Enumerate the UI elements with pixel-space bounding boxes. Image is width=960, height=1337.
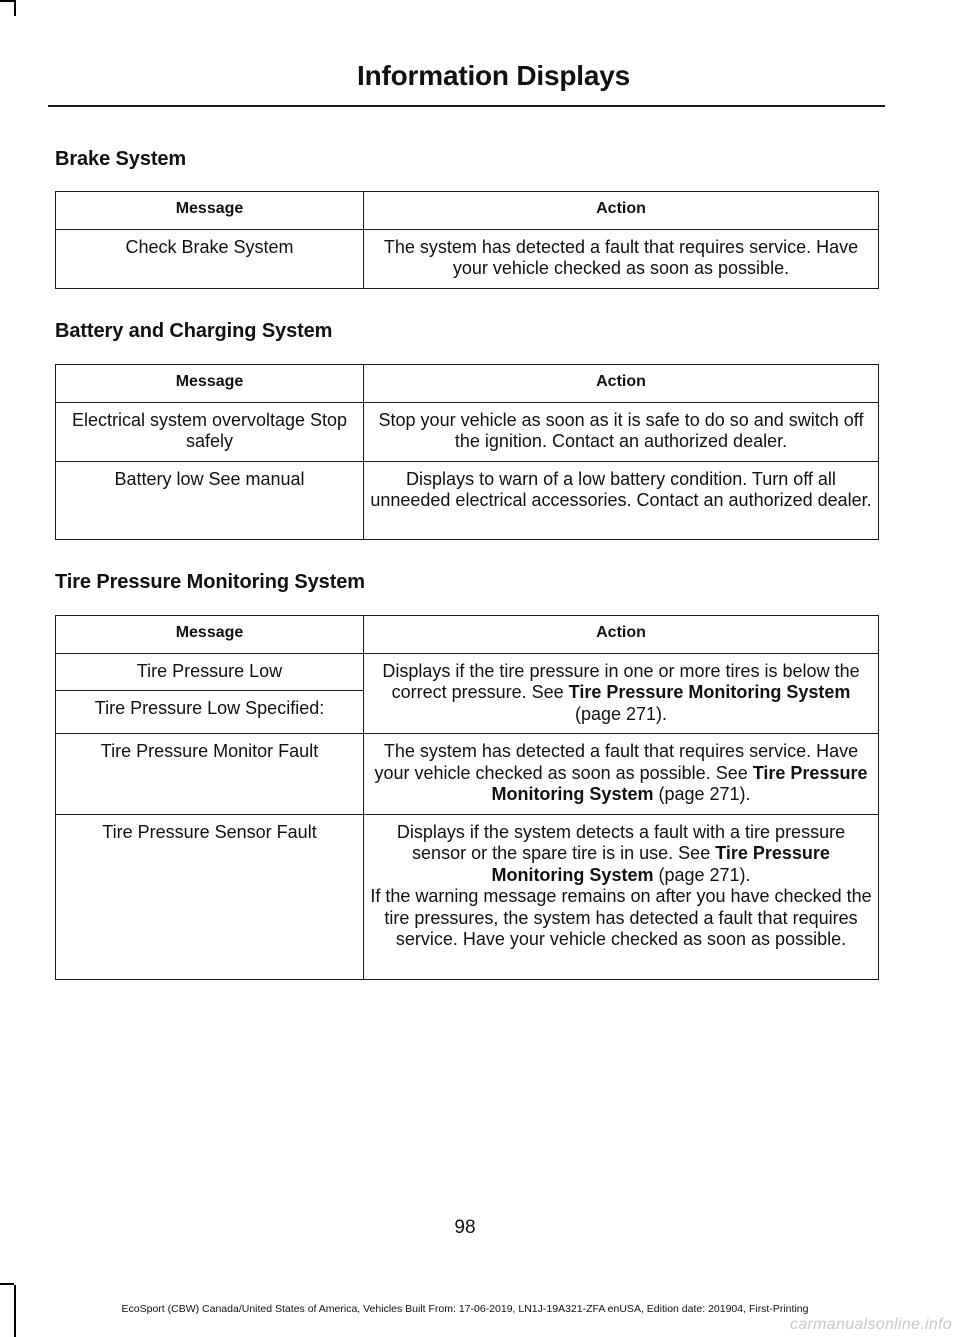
section-title-battery: Battery and Charging System xyxy=(55,320,333,342)
column-header-action: Action xyxy=(364,616,879,654)
table-row xyxy=(56,402,879,461)
column-header-message: Message xyxy=(56,365,364,403)
page-title: Information Displays xyxy=(357,60,630,91)
column-header-action: Action xyxy=(364,365,879,403)
crop-mark xyxy=(0,0,14,2)
brake-system-table xyxy=(55,191,879,289)
message-cell: Battery low See manual xyxy=(56,461,364,539)
header-divider xyxy=(48,105,885,107)
action-cell xyxy=(364,814,879,979)
column-header-action: Action xyxy=(364,192,879,230)
table-row xyxy=(56,229,879,288)
action-text: Displays if the system detects a fault with a tire pressure sensor or the spare tire is in use. See xyxy=(396,821,846,863)
action-extra-text: If the warning message remains on after you have checked the tire pressures, the system has detected a fault that requires service. Have your vehicle checked as soon as possible. xyxy=(370,886,872,949)
action-text: The system has detected a fault that requires service. Have your vehicle checked as soon as possible. See xyxy=(374,741,859,783)
message-cell: Check Brake System xyxy=(56,229,364,288)
crop-mark xyxy=(14,0,16,16)
action-text: Displays if the tire pressure in one or more tires is below the correct pressure. See xyxy=(382,660,860,702)
page-number: 98 xyxy=(454,1217,476,1238)
footer-text: EcoSport (CBW) Canada/United States of America, Vehicles Built From: 17-06-2019, LN1J-19A321-ZFA enUSA, Edition date: 201904, First-Printing xyxy=(121,1303,809,1315)
page-reference-link[interactable]: Tire Pressure Monitoring System xyxy=(568,682,851,702)
message-cell: Tire Pressure Sensor Fault xyxy=(56,814,364,979)
column-header-message: Message xyxy=(56,616,364,654)
action-cell: Stop your vehicle as soon as it is safe to do so and switch off the ignition. Contact an authorized dealer. xyxy=(364,402,879,461)
action-cell xyxy=(364,734,879,815)
action-cell: Displays to warn of a low battery condition. Turn off all unneeded electrical accessories. Contact an authorized dealer. xyxy=(364,461,879,539)
table-row xyxy=(56,461,879,539)
watermark: carmanualsonline.info xyxy=(790,1316,952,1333)
section-title-tpms: Tire Pressure Monitoring System xyxy=(55,571,365,593)
table-row xyxy=(56,814,879,979)
page-reference-number: (page 271). xyxy=(574,703,668,724)
message-cell: Tire Pressure Low xyxy=(56,653,364,691)
crop-mark xyxy=(0,1283,14,1285)
page-reference-number: (page 271). xyxy=(653,784,751,804)
page-reference-link[interactable]: Tire Pressure Monitoring System xyxy=(491,843,830,885)
column-header-message: Message xyxy=(56,192,364,230)
section-title-brake: Brake System xyxy=(55,148,187,170)
action-cell: The system has detected a fault that requires service. Have your vehicle checked as soon as possible. xyxy=(364,229,879,288)
table-row xyxy=(56,653,879,691)
tpms-table xyxy=(55,615,879,980)
message-cell: Electrical system overvoltage Stop safely xyxy=(56,402,364,461)
page-reference-number: (page 271). xyxy=(653,864,751,885)
action-cell xyxy=(364,653,879,734)
message-cell: Tire Pressure Low Specified: xyxy=(56,691,364,734)
message-cell: Tire Pressure Monitor Fault xyxy=(56,734,364,815)
battery-system-table xyxy=(55,364,879,540)
table-row xyxy=(56,734,879,815)
page-reference-link[interactable]: Tire Pressure Monitoring System xyxy=(491,762,868,804)
